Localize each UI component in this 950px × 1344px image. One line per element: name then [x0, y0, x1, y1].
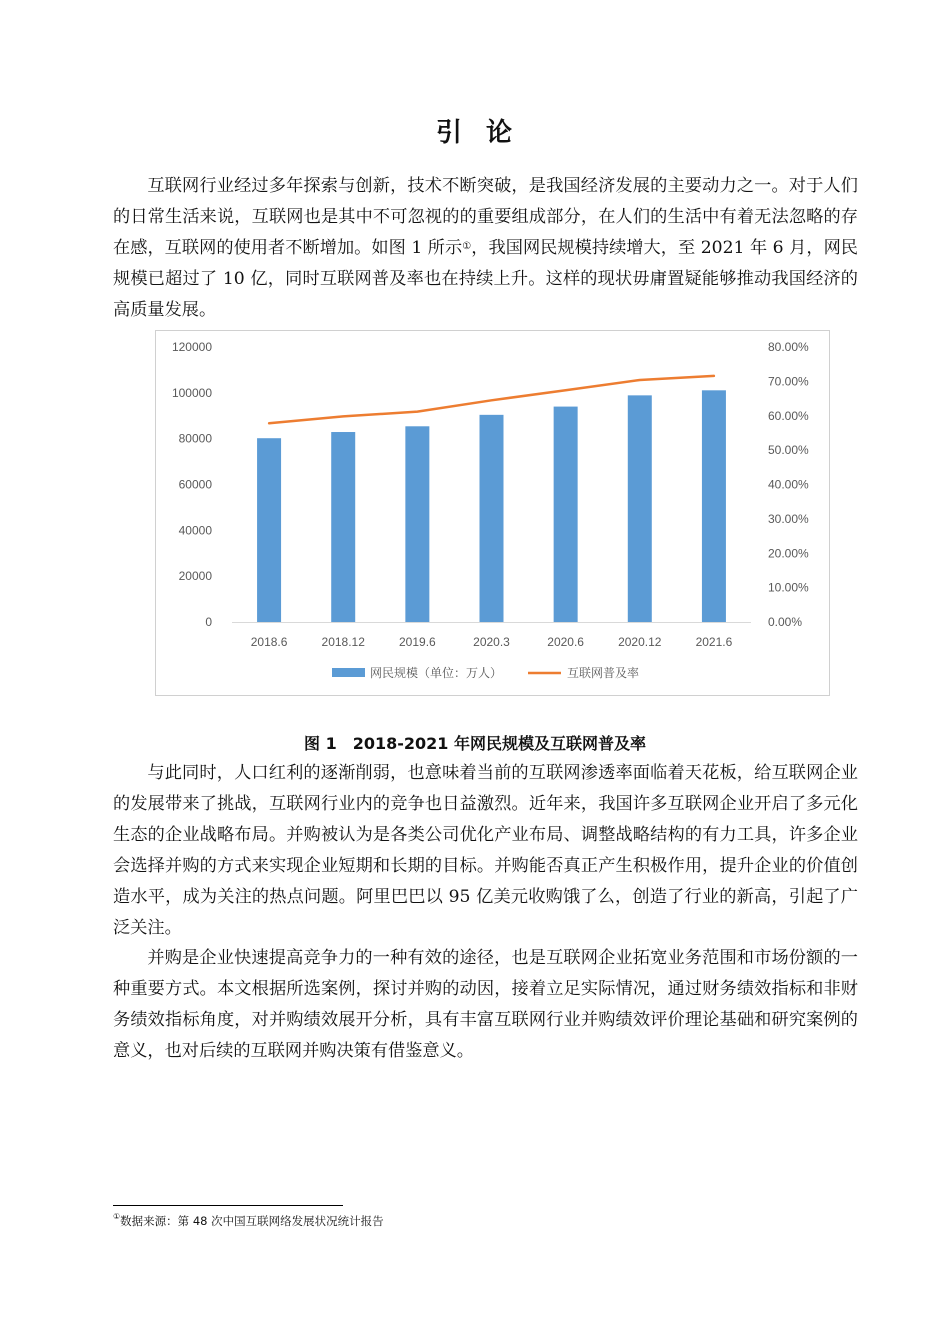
x-tick-label: 2020.6	[547, 635, 584, 649]
page-title: 引 论	[435, 118, 515, 148]
legend-label-line: 互联网普及率	[567, 666, 640, 680]
y-right-tick-label: 60.00%	[768, 408, 809, 423]
bar	[628, 395, 652, 622]
intro-paragraph-1: 互联网行业经过多年探索与创新，技术不断突破，是我国经济发展的主要动力之一。对于人们的日常生活来说，互联网也是其中不可忽视的的重要组成部分，在人们的生活中有着无法忽略的存在感，互联网的使用者不断增加。如图 1 所示①，我国网民规模持续增大，至 2021 年 6 月，网民规模已超过了 10 亿，同时互联网普及率也在持续上升。这样的现状毋庸置疑能够推动我国经济的高质量发展。	[113, 176, 858, 320]
y-left-tick-label: 120000	[171, 340, 212, 354]
x-tick-label: 2018.12	[321, 635, 365, 649]
y-right-tick-label: 40.00%	[768, 477, 809, 492]
intro-paragraph-2: 与此同时，人口红利的逐渐削弱，也意味着当前的互联网渗透率面临着天花板，给互联网企业的发展带来了挑战，互联网行业内的竞争也日益激烈。近年来，我国许多互联网企业开启了多元化生态的企业战略布局。并购被认为是各类公司优化产业布局、调整战略结构的有力工具，许多企业会选择并购的方式来实现企业短期和长期的目标。并购能否真正产生积极作用，提升企业的价值创造水平，成为关注的热点问题。阿里巴巴以 95 亿美元收购饿了么，创造了行业的新高，引起了广泛关注。	[113, 763, 858, 938]
footnote-ref[interactable]: ①	[462, 241, 472, 252]
bar	[331, 432, 355, 622]
x-tick-label: 2019.6	[399, 635, 436, 649]
legend-label-bar: 网民规模（单位：万人）	[370, 666, 503, 680]
footnote-divider	[113, 1205, 343, 1206]
y-right-tick-label: 10.00%	[768, 580, 809, 595]
bar	[702, 390, 726, 622]
x-tick-label: 2018.6	[250, 635, 288, 649]
bar	[257, 438, 281, 622]
x-tick-label: 2020.3	[473, 635, 510, 649]
intro-paragraph-3: 并购是企业快速提高竞争力的一种有效的途径，也是互联网企业拓宽业务范围和市场份额的一种重要方式。本文根据所选案例，探讨并购的动因，接着立足实际情况，通过财务绩效指标和非财务绩效指标角度，对并购绩效展开分析，具有丰富互联网行业并购绩效评价理论基础和研究案例的意义，也对后续的互联网并购决策有借鉴意义。	[113, 948, 858, 1061]
y-left-tick-label: 80000	[178, 431, 212, 446]
footnote: ①数据来源：第 48 次中国互联网络发展状况统计报告	[113, 1212, 384, 1228]
y-left-tick-label: 100000	[171, 385, 212, 400]
y-right-tick-label: 30.00%	[768, 511, 809, 526]
y-left-tick-label: 60000	[178, 477, 212, 492]
y-right-tick-label: 50.00%	[768, 443, 809, 458]
legend-swatch-bar	[332, 668, 365, 677]
y-right-tick-label: 70.00%	[768, 374, 809, 389]
combo-chart	[156, 331, 831, 697]
y-left-tick-label: 40000	[178, 523, 212, 538]
y-right-tick-label: 80.00%	[768, 340, 809, 354]
y-left-tick-label: 20000	[178, 569, 212, 584]
bar	[480, 415, 504, 622]
figure-caption: 图 1 2018-2021 年网民规模及互联网普及率	[304, 734, 646, 753]
x-tick-label: 2021.6	[695, 635, 733, 649]
y-left-tick-label: 0	[205, 615, 212, 629]
y-right-tick-label: 20.00%	[768, 546, 809, 561]
bar	[405, 426, 429, 622]
chart-figure-1	[155, 330, 830, 696]
bar	[554, 407, 578, 622]
x-tick-label: 2020.12	[618, 635, 662, 649]
y-right-tick-label: 0.00%	[768, 615, 803, 629]
